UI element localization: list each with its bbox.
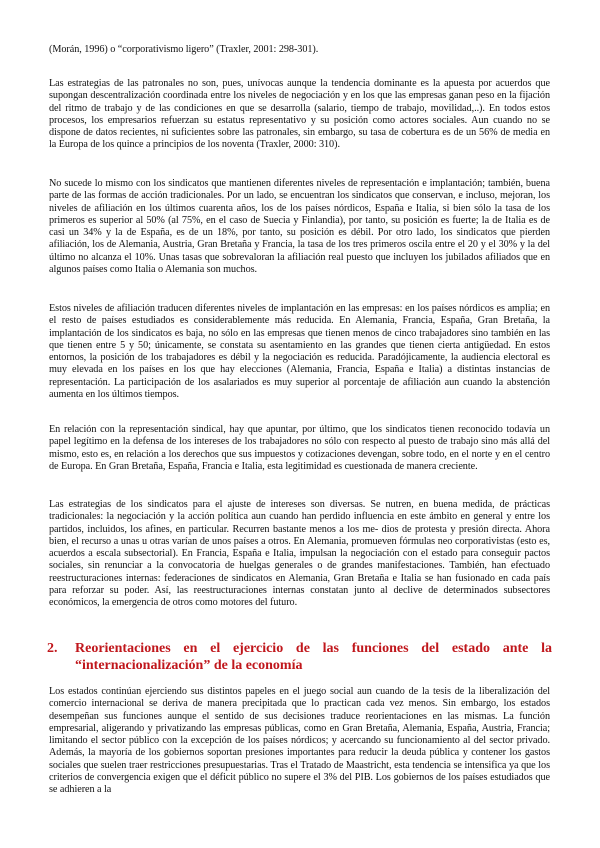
paragraph-employer-strategies: Las estrategias de las patronales no son, pues, unívocas aunque la tendencia dominante es la apuesta por acuerdos que supongan descentralización coordinada entre los niveles de negociación y en los que las empresas ganan peso en la fijación del ritmo de trabajo y de las condiciones en que se desarrolla (salario, tiempo de trabajo, movilidad,..). En todos estos procesos, los empresarios refuerzan su estatus representativo y su posición como actores sociales. Aun cuando no se dispone de datos recientes, ni suficientes sobre las patronales, sin embargo, su tasa de cobertura es de un 56% de media en la Europa de los quince a principios de los noventa (Traxler, 2000: 310). [49, 78, 550, 151]
paragraph-state-functions: Los estados continúan ejerciendo sus distintos papeles en el juego social aun cuando de la tesis de la liberalización del comercio internacional se deriva de manera precipitada que lo practican cada vez menos. Sin embargo, los estados desempeñan sus funciones aunque el sentido de sus decisiones traduce reorientaciones en las mismas. La función empresarial, aligerando y privatizando las empresas públicas, como en Gran Bretaña, Alemania, España, Austria, Francia; limitando el sector público con la excepción de los países nórdicos; y acercando su funcionamiento al del sector privado. Además, la mayoría de los gobiernos soportan presiones importantes para reducir la deuda pública y contener los gastos sociales que suelen traer restricciones presupuestarias. Tras el Tratado de Maastricht, esta tendencia se intensifica ya que los criterios de convergencia exigen que el déficit público no supere el 3% del PIB. Los gobiernos de los países estudiados que se adhieren a la [49, 686, 550, 796]
paragraph-union-membership: No sucede lo mismo con los sindicatos que mantienen diferentes niveles de representación e implantación; también, buena parte de las formas de acción tradicionales. Por un lado, se encuentran los sindicatos que conservan, e incluso, mejoran, los niveles de afiliación en los últimos cuarenta años, los de los países nórdicos, España e Italia, si bien sólo la tasa de los primeros es superior al 50% (al 75%, en el caso de Suecia y Finlandia), por tanto, su posición es fuerte; la de Italia es de casi un 34% y la de España, es de un 18%, por tanto, su posición es débil. Por otro lado, los sindicatos que pierden afiliación, los de Alemania, Austria, Gran Bretaña y Francia, la tasa de los tres primeros oscila entre el 20 y el 30% y la del último no alcanza el 10%. Unas tasas que sobrevaloran la afiliación real puesto que incluyen los jubilados afiliados que en algunos países como Italia o Alemania son muchos. [49, 178, 550, 276]
paragraph-citation-continuation: (Morán, 1996) o “corporativismo ligero” (Traxler, 2001: 298-301). [49, 44, 319, 55]
section-number: 2. [47, 641, 58, 656]
paragraph-union-representation: En relación con la representación sindical, hay que apuntar, por último, que los sindicatos tienen reconocido todavía un papel legítimo en la defensa de los intereses de los trabajadores no sólo con respecto al puesto de trabajo sino más allá del mismo, esto es, en relación a los derechos que sus impuestos y cotizaciones devengan, sobre todo, en el norte y en el centro de Europa. En Gran Bretaña, España, Francia e Italia, esta legitimidad es cuestionada de manera creciente. [49, 424, 550, 472]
section-heading [47, 640, 552, 674]
section-title: Reorientaciones en el ejercicio de las funciones del estado ante la “internacionalización” de la economía [75, 641, 552, 673]
paragraph-union-strategies: Las estrategias de los sindicatos para el ajuste de intereses son diversas. Se nutren, en buena medida, de prácticas tradicionales: la negociación y la acción política aun cuando han perdido influencia en este ámbito en general y entre los partidos, incluidos, los afines, en particular. Recurren bastante menos a los me- dios de protesta y presión directa. Ahora bien, el recurso a unas u otras varían de unos países a otros. En Alemania, promueven fórmulas neo corporativistas (esto es, acuerdos a escala subsectorial). En Francia, España e Italia, impulsan la negociación con el estado para conseguir pactos sociales, sin renunciar a la convocatoria de huelgas generales o de grandes manifestaciones. También, han efectuado reestructuraciones internas: federaciones de sindicatos en Alemania, Gran Bretaña e Italia se han fusionado en cada país para reforzar su poder. Así, las reestructuraciones internas constatan junto al declive de determinados subsectores económicos, la emergencia de otros como motores del futuro. [49, 499, 550, 609]
paragraph-union-implantation: Estos niveles de afiliación traducen diferentes niveles de implantación en las empresas: en los países nórdicos es amplia; en el resto de países estudiados es considerablemente más reducida. En Alemania, Francia, España, Gran Bretaña, la implantación de los sindicatos es baja, no sólo en las empresas que tienen menos de cinco trabajadores sino también en las que tienen entre 5 y 50; únicamente, se constata su asentamiento en las grandes que tienen cierta antigüedad. En estos entornos, la posición de los trabajadores es débil y la negociación es reducida. Paradójicamente, la audiencia electoral es muy elevada en los países en los que hay elecciones (Alemania, Francia, España e Italia) a distintas instancias de representación. La participación de los asalariados es muy superior al porcentaje de afiliación aun cuando la abstención aumenta en los últimos tiempos. [49, 303, 550, 401]
